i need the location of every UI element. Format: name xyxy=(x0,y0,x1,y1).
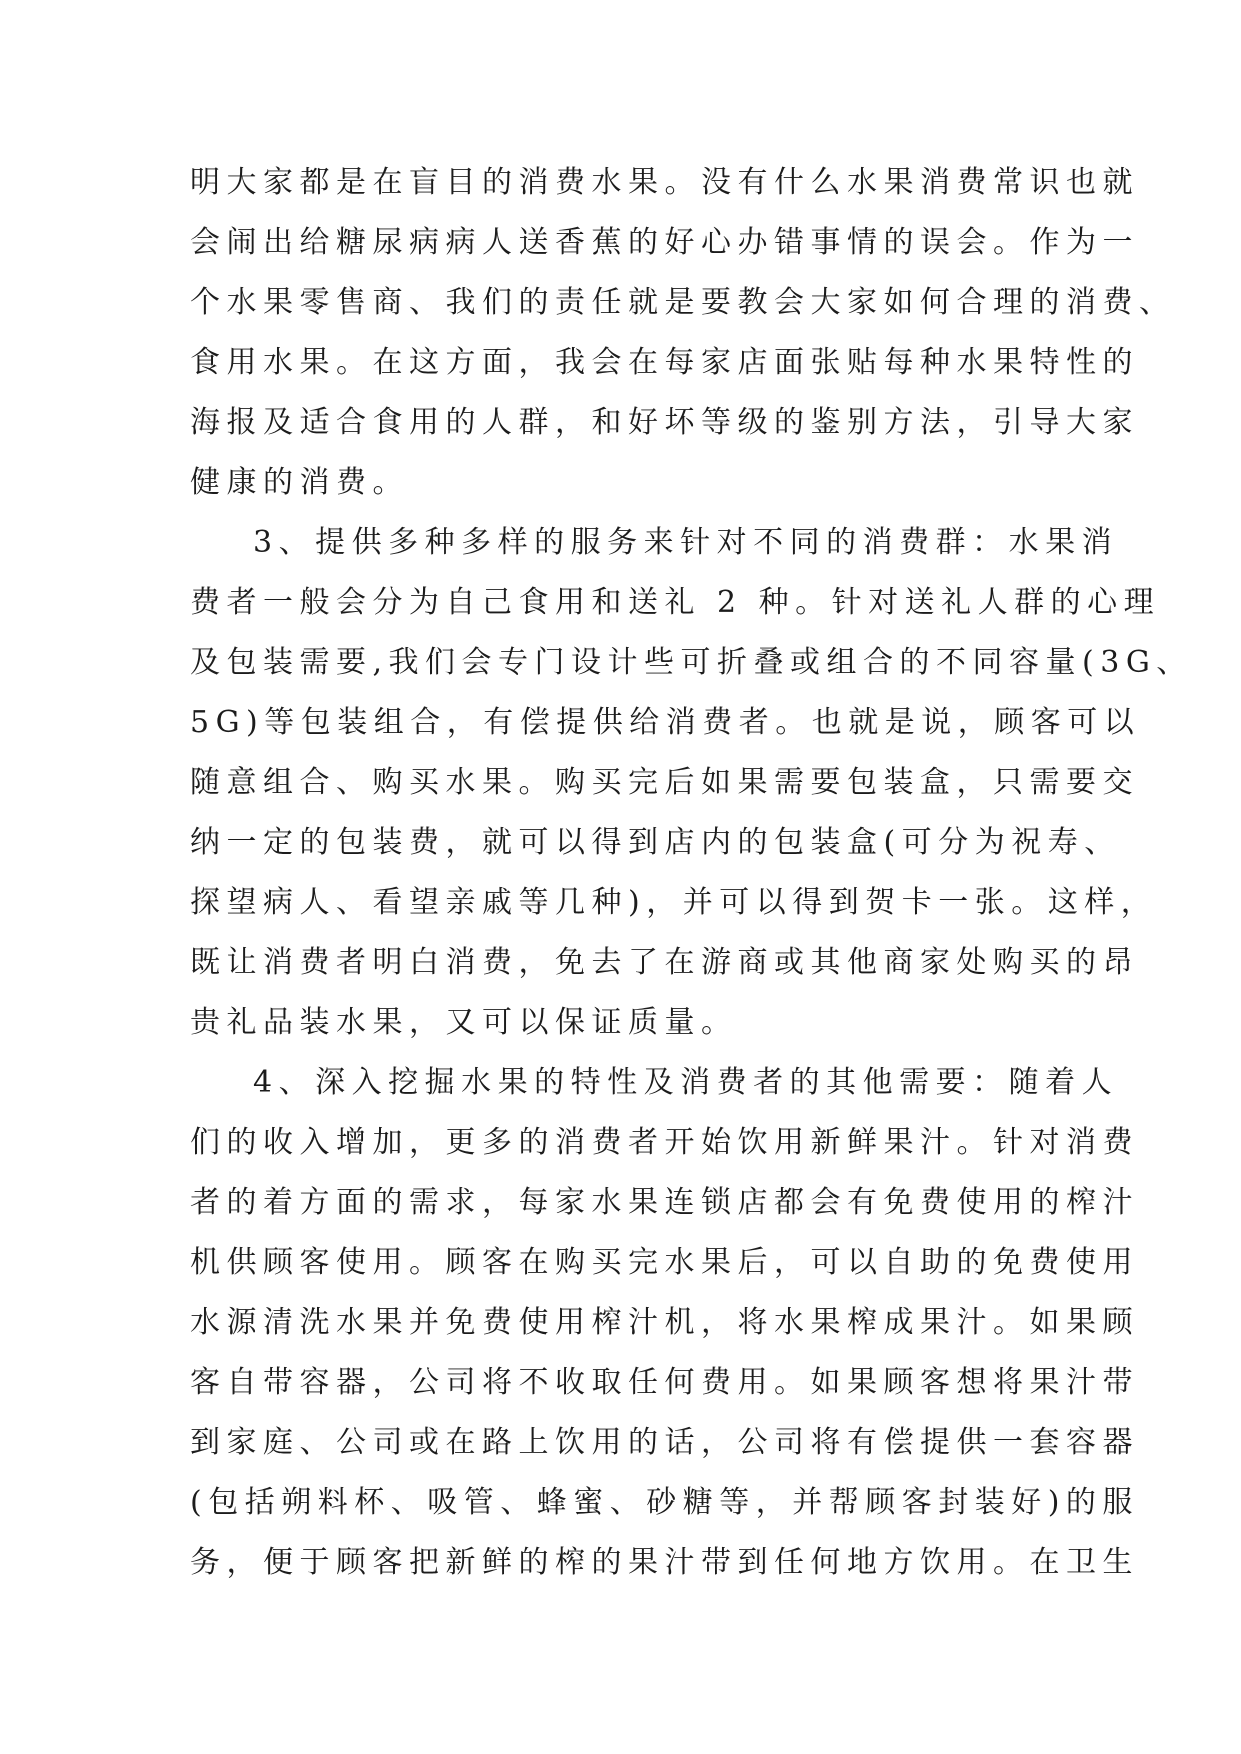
text-line: (包括朔料杯、吸管、蜂蜜、砂糖等，并帮顾客封装好)的服 xyxy=(190,1485,1139,1520)
text-line: 费者一般会分为自己食用和送礼 2 种。针对送礼人群的心理 xyxy=(190,585,1161,620)
text-line: 们的收入增加，更多的消费者开始饮用新鲜果汁。针对消费 xyxy=(190,1125,1139,1160)
text-line: 随意组合、购买水果。购买完后如果需要包装盒，只需要交 xyxy=(190,765,1139,800)
text-line: 海报及适合食用的人群，和好坏等级的鉴别方法，引导大家 xyxy=(190,405,1139,440)
text-line: 纳一定的包装费，就可以得到店内的包装盒(可分为祝寿、 xyxy=(190,825,1121,860)
text-line: 贵礼品装水果，又可以保证质量。 xyxy=(190,1005,738,1040)
text-line: 者的着方面的需求，每家水果连锁店都会有免费使用的榨汁 xyxy=(190,1185,1139,1220)
text-line: 水源清洗水果并免费使用榨汁机，将水果榨成果汁。如果顾 xyxy=(190,1305,1139,1340)
text-line: 及包装需要,我们会专门设计些可折叠或组合的不同容量(3G、 xyxy=(190,645,1193,680)
paragraph-heading-3: 3、提供多种多样的服务来针对不同的消费群：水果消 xyxy=(253,525,1119,560)
text-line: 务，便于顾客把新鲜的榨的果汁带到任何地方饮用。在卫生 xyxy=(190,1545,1139,1580)
text-line: 客自带容器，公司将不收取任何费用。如果顾客想将果汁带 xyxy=(190,1365,1139,1400)
text-line: 探望病人、看望亲戚等几种)，并可以得到贺卡一张。这样， xyxy=(190,885,1158,920)
text-line: 明大家都是在盲目的消费水果。没有什么水果消费常识也就 xyxy=(190,165,1139,200)
text-line: 既让消费者明白消费，免去了在游商或其他商家处购买的昂 xyxy=(190,945,1139,980)
text-line: 食用水果。在这方面，我会在每家店面张贴每种水果特性的 xyxy=(190,345,1139,380)
text-line: 5G)等包装组合，有偿提供给消费者。也就是说，顾客可以 xyxy=(190,705,1141,740)
text-line: 机供顾客使用。顾客在购买完水果后，可以自助的免费使用 xyxy=(190,1245,1139,1280)
text-line: 会闹出给糖尿病病人送香蕉的好心办错事情的误会。作为一 xyxy=(190,225,1139,260)
paragraph-heading-4: 4、深入挖掘水果的特性及消费者的其他需要：随着人 xyxy=(253,1065,1119,1100)
text-line: 个水果零售商、我们的责任就是要教会大家如何合理的消费、 xyxy=(190,285,1176,320)
text-line: 到家庭、公司或在路上饮用的话，公司将有偿提供一套容器 xyxy=(190,1425,1139,1460)
text-line: 健康的消费。 xyxy=(190,465,409,500)
